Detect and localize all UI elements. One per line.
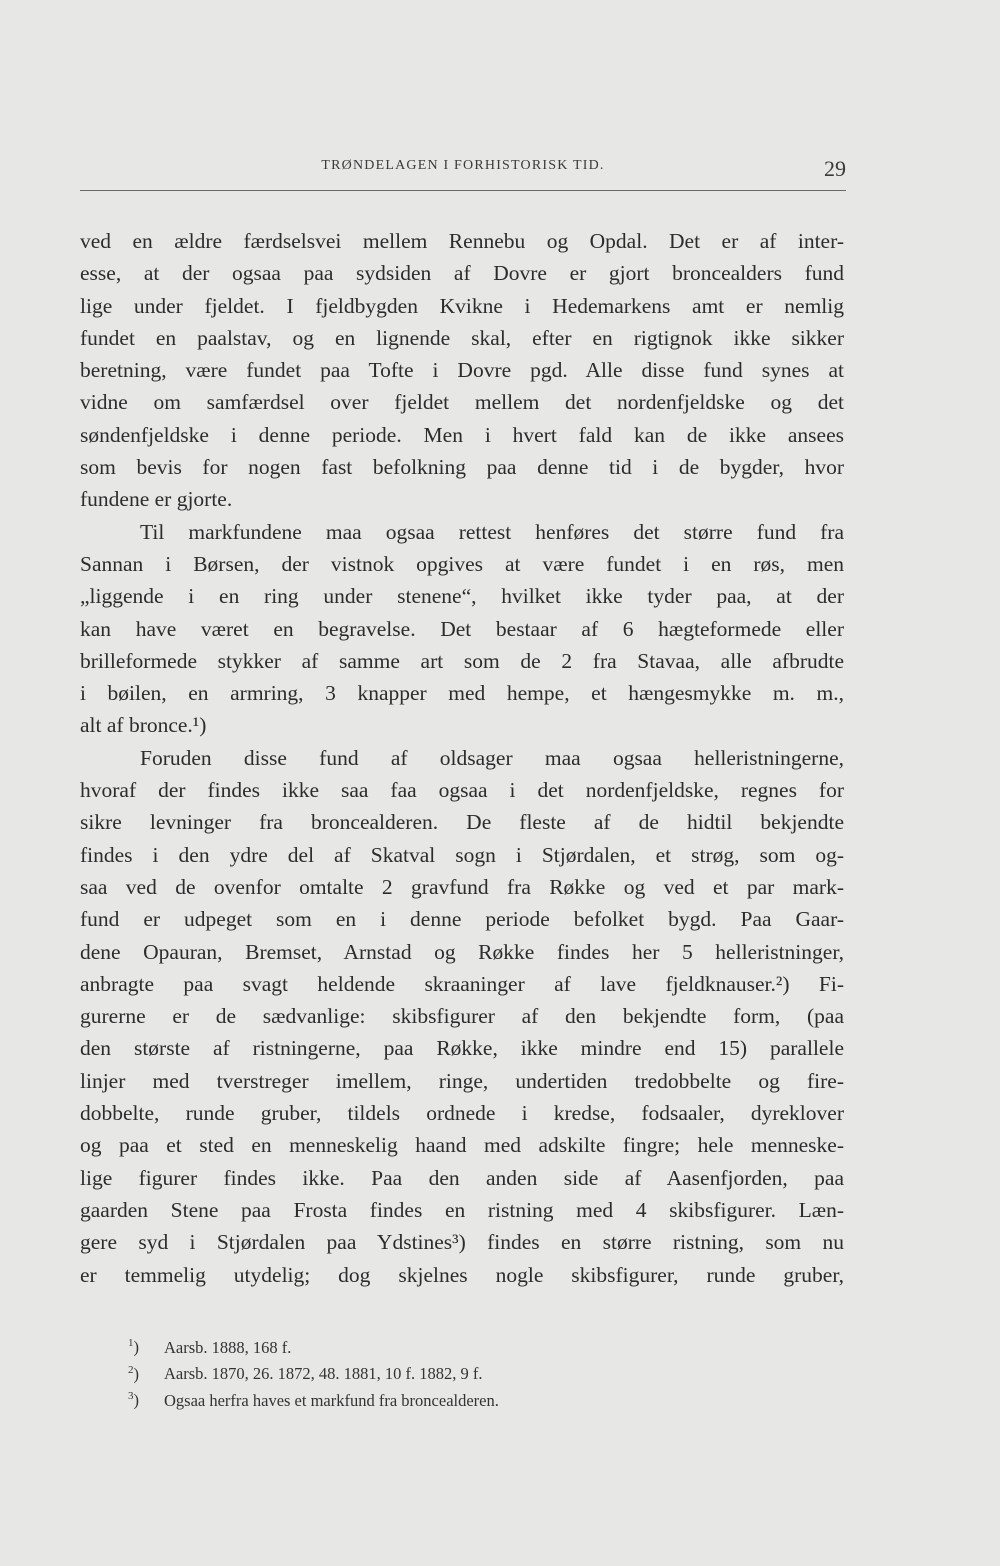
text-line: Foruden disse fund af oldsager maa ogsaa helleristningerne, <box>140 745 844 770</box>
text-line: er temmelig utydelig; dog skjelnes nogle skibsfigurer, runde gruber, <box>80 1262 844 1287</box>
text-line: esse, at der ogsaa paa sydsiden af Dovre er gjort broncealders fund <box>80 261 844 286</box>
body-text <box>80 225 844 1291</box>
text-line: lige figurer findes ikke. Paa den anden side af Aasenfjorden, paa <box>80 1165 844 1190</box>
text-line: saa ved de ovenfor omtalte 2 gravfund fra Røkke og ved et par mark- <box>80 874 844 899</box>
text-line: gurerne er de sædvanlige: skibsfigurer af den bekjendte form, (paa <box>80 1004 844 1029</box>
text-line: Sannan i Børsen, der vistnok opgives at være fundet i en røs, men <box>80 551 844 576</box>
footnote-mark: $^2$) <box>128 1363 139 1383</box>
text-line: vidne om samfærdsel over fjeldet mellem det nordenfjeldske og det <box>80 390 844 415</box>
footnote-number: 2 <box>128 1363 134 1376</box>
text-line: gere syd i Stjørdalen paa Ydstines³) findes en større ristning, som nu <box>80 1230 844 1255</box>
text-line: gaarden Stene paa Frosta findes en ristning med 4 skibsfigurer. Læn- <box>80 1197 844 1222</box>
text-line: „liggende i en ring under stenene“, hvilket ikke tyder paa, at der <box>80 584 844 609</box>
footnote-number: 3 <box>128 1390 134 1402</box>
text-line: som bevis for nogen fast befolkning paa denne tid i de bygder, hvor <box>80 455 844 480</box>
text-line: alt af bronce.¹) <box>80 713 207 738</box>
text-line: beretning, være fundet paa Tofte i Dovre pgd. Alle disse fund synes at <box>80 358 844 383</box>
text-line: fundet en paalstav, og en lignende skal, efter en rigtignok ikke sikker <box>80 325 844 350</box>
page-number: 29 <box>824 156 846 181</box>
text-line: linjer med tverstreger imellem, ringe, undertiden tredobbelte og fire- <box>80 1068 844 1093</box>
text-line: dobbelte, runde gruber, tildels ordnede i kredse, fodsaaler, dyreklover <box>80 1101 844 1126</box>
text-line: fundene er gjorte. <box>80 487 233 512</box>
text-line: lige under fjeldet. I fjeldbygden Kvikne i Hedemarkens amt er nemlig <box>80 293 844 318</box>
text-line: dene Opauran, Bremset, Arnstad og Røkke findes her 5 helleristninger, <box>80 939 844 964</box>
footnote-text: Aarsb. 1870, 26. 1872, 48. 1881, 10 f. 1882, 9 f. <box>164 1364 483 1383</box>
text-line: kan have været en begravelse. Det bestaar af 6 hægteformede eller <box>80 616 844 641</box>
text-line: anbragte paa svagt heldende skraaninger af lave fjeldknauser.²) Fi- <box>80 971 844 996</box>
text-line: findes i den ydre del af Skatval sogn i Stjørdalen, et strøg, som og- <box>80 842 844 867</box>
text-line: hvoraf der findes ikke saa faa ogsaa i det nordenfjeldske, regnes for <box>80 778 844 803</box>
footnotes <box>128 1330 728 1410</box>
text-line: brilleformede stykker af samme art som de 2 fra Stavaa, alle afbrudte <box>80 648 844 673</box>
text-line: og paa et sted en menneskelig haand med adskilte fingre; hele menneske- <box>80 1133 844 1158</box>
text-line: ved en ældre færdselsvei mellem Rennebu og Opdal. Det er af inter- <box>80 229 844 253</box>
text-line: den største af ristningerne, paa Røkke, ikke mindre end 15) parallele <box>80 1036 844 1061</box>
text-line: i bøilen, en armring, 3 knapper med hempe, et hængesmykke m. m., <box>80 681 844 706</box>
header-title: TRØNDELAGEN I FORHISTORISK TID. <box>321 158 605 173</box>
footnote-text: Aarsb. 1888, 168 f. <box>164 1337 292 1357</box>
running-head <box>80 150 846 191</box>
text-line: sikre levninger fra broncealderen. De fleste af de hidtil bekjendte <box>80 810 844 835</box>
text-line: søndenfjeldske i denne periode. Men i hvert fald kan de ikke ansees <box>80 422 844 447</box>
footnote <box>128 1330 728 1357</box>
text-line: Til markfundene maa ogsaa rettest henføres det større fund fra <box>140 519 844 544</box>
footnote-number: 1 <box>128 1337 134 1349</box>
footnote <box>128 1357 728 1384</box>
footnote-text: Ogsaa herfra haves et markfund fra broncealderen. <box>164 1390 499 1410</box>
text-line: fund er udpeget som en i denne periode befolket bygd. Paa Gaar- <box>80 907 844 932</box>
footnote <box>128 1383 728 1410</box>
footnote-mark: $^3$) <box>128 1390 139 1410</box>
footnote-mark: $^1$) <box>128 1337 139 1357</box>
